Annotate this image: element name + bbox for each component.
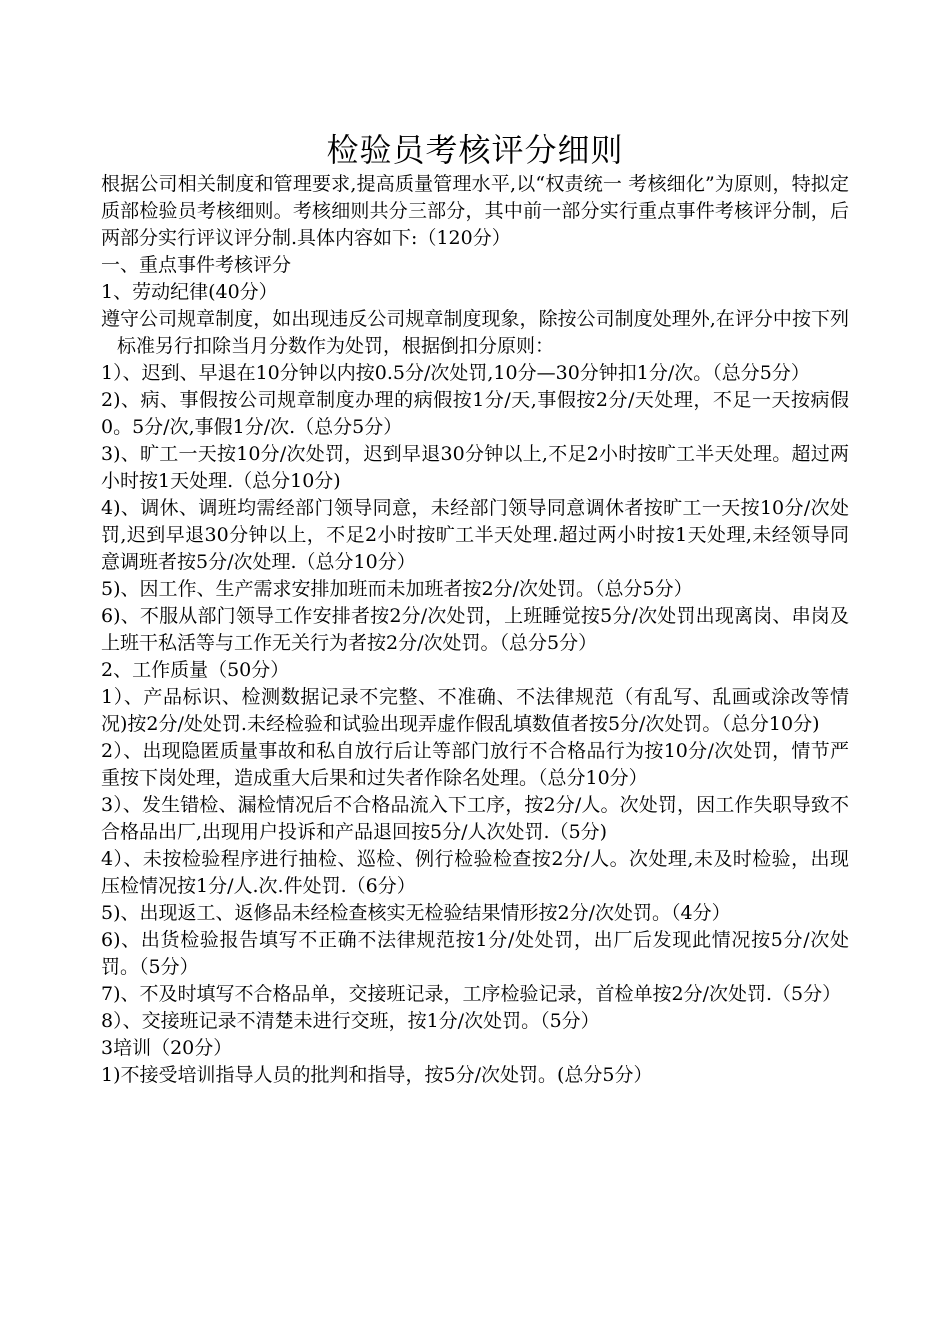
rule-item: 4)、调休、调班均需经部门领导同意，未经部门领导同意调休者按旷工一天按10分/次处罚,迟到早退30分钟以上，不足2小时按旷工半天处理.超过两小时按1天处理,未经领导同意调班者按5分/次处理.（总分10分）	[101, 497, 849, 573]
subsection-heading-training: 3培训（20分）	[101, 1037, 233, 1059]
rule-item: 8）、交接班记录不清楚未进行交班，按1分/次处罚。（5分）	[101, 1010, 600, 1032]
rule-item: 2）、出现隐匿质量事故和私自放行后让等部门放行不合格品行为按10分/次处罚，情节严重按下岗处理，造成重大后果和过失者作除名处理。（总分10分）	[101, 740, 849, 789]
rule-item: 1)不接受培训指导人员的批判和指导，按5分/次处罚。(总分5分）	[101, 1064, 653, 1086]
document-title: 检验员考核评分细则	[326, 131, 624, 169]
labor-lead-paragraph: 遵守公司规章制度，如出现违反公司规章制度现象，除按公司制度处理外,在评分中按下列标准另行扣除当月分数作为处罚，根据倒扣分原则：	[101, 308, 849, 357]
document-body	[101, 171, 849, 1089]
rule-item: 7)、不及时填写不合格品单，交接班记录，工序检验记录，首检单按2分/次处罚.（5分）	[101, 983, 842, 1005]
rule-item: 6)、出货检验报告填写不正确不法律规范按1分/处处罚，出厂后发现此情况按5分/次处罚。（5分）	[101, 929, 849, 978]
rule-item: 5)、出现返工、返修品未经检查核实无检验结果情形按2分/次处罚。（4分）	[101, 902, 731, 924]
subsection-heading-labor: 1、劳动纪律(40分）	[101, 281, 278, 303]
section-heading: 一、重点事件考核评分	[101, 254, 292, 276]
rule-item: 2)、病、事假按公司规章制度办理的病假按1分/天,事假按2分/天处理，不足一天按病假0。5分/次,事假1分/次.（总分5分）	[101, 389, 849, 438]
rule-item: 4）、未按检验程序进行抽检、巡检、例行检验检查按2分/人。次处理,未及时检验，出现压检情况按1分/人.次.件处罚.（6分）	[101, 848, 849, 897]
rule-item: 5)、因工作、生产需求安排加班而未加班者按2分/次处罚。（总分5分）	[101, 578, 693, 600]
rule-item: 6)、不服从部门领导工作安排者按2分/次处罚，上班睡觉按5分/次处罚出现离岗、串岗及上班干私活等与工作无关行为者按2分/次处罚。（总分5分）	[101, 605, 849, 654]
rule-item: 3）、发生错检、漏检情况后不合格品流入下工序，按2分/人。次处罚，因工作失职导致不合格品出厂,出现用户投诉和产品退回按5分/人次处罚.（5分)	[101, 794, 849, 843]
rule-item: 3)、旷工一天按10分/次处罚，迟到早退30分钟以上,不足2小时按旷工半天处理。超过两小时按1天处理.（总分10分)	[101, 443, 849, 492]
intro-paragraph: 根据公司相关制度和管理要求,提高质量管理水平,以“权责统一 考核细化”为原则，特拟定质部检验员考核细则。考核细则共分三部分，其中前一部分实行重点事件考核评分制，后两部分实行评议评分制.具体内容如下:（120分）	[101, 173, 849, 249]
rule-item: 1）、迟到、早退在10分钟以内按0.5分/次处罚,10分—30分钟扣1分/次。（总分5分）	[101, 362, 810, 384]
subsection-heading-quality: 2、工作质量（50分）	[101, 659, 290, 681]
rule-item: 1）、产品标识、检测数据记录不完整、不准确、不法律规范（有乱写、乱画或涂改等情况)按2分/处处罚.未经检验和试验出现弄虚作假乱填数值者按5分/次处罚。（总分10分)	[101, 686, 849, 735]
